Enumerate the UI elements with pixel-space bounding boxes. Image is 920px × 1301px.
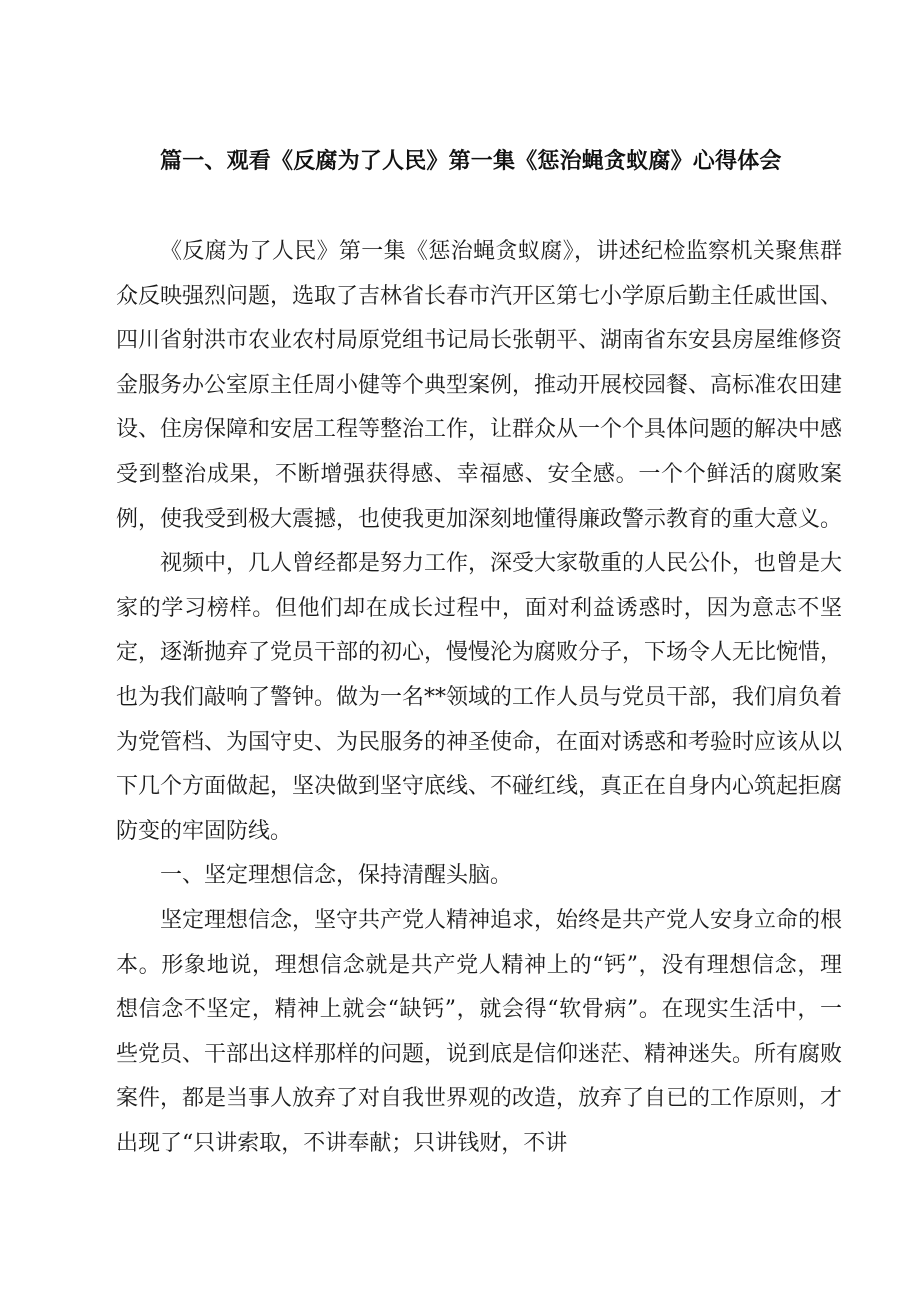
paragraph-video: 视频中，几人曾经都是努力工作，深受大家敬重的人民公仆，也曾是大家的学习榜样。但他们却在成长过程中，面对利益诱惑时，因为意志不坚定，逐渐抛弃了党员干部的初心，慢慢沦为腐败分子，下场令人无比惋惜，也为我们敲响了警钟。做为一名**领域的工作人员与党员干部，我们肩负着为党管档、为国守史、为民服务的神圣使命，在面对诱惑和考验时应该从以下几个方面做起，坚决做到坚守底线、不碰红线，真正在自身内心筑起拒腐防变的牢固防线。 [116, 551, 843, 844]
paragraph-ideals: 坚定理想信念，坚守共产党人精神追求，始终是共产党人安身立命的根本。形象地说，理想信念就是共产党人精神上的“钙”，没有理想信念，理想信念不坚定，精神上就会“缺钙”，就会得“软骨病”。在现实生活中，一些党员、干部出这样那样的问题，说到底是信仰迷茫、精神迷失。所有腐败案件，都是当事人放弃了对自我世界观的改造，放弃了自已的工作原则，才出现了“只讲索取，不讲奉献；只讲钱财，不讲 [116, 907, 843, 1156]
document-body [116, 230, 842, 1166]
document-title: 篇一、观看《反腐为了人民》第一集《惩治蝇贪蚁腐》心得体会 [160, 149, 782, 174]
section-heading-1: 一、坚定理想信念，保持清醒头脑。 [160, 863, 513, 889]
paragraph-intro: 《反腐为了人民》第一集《惩治蝇贪蚁腐》，讲述纪检监察机关聚焦群众反映强烈问题，选取了吉林省长春市汽开区第七小学原后勤主任戚世国、四川省射洪市农业农村局原党组书记局长张朝平、湖南省东安县房屋维修资金服务办公室原主任周小健等个典型案例，推动开展校园餐、高标准农田建设、住房保障和安居工程等整治工作，让群众从一个个具体问题的解决中感受到整治成果，不断增强获得感、幸福感、安全感。一个个鲜活的腐败案例，使我受到极大震撼，也使我更加深刻地懂得廉政警示教育的重大意义。 [116, 239, 843, 532]
